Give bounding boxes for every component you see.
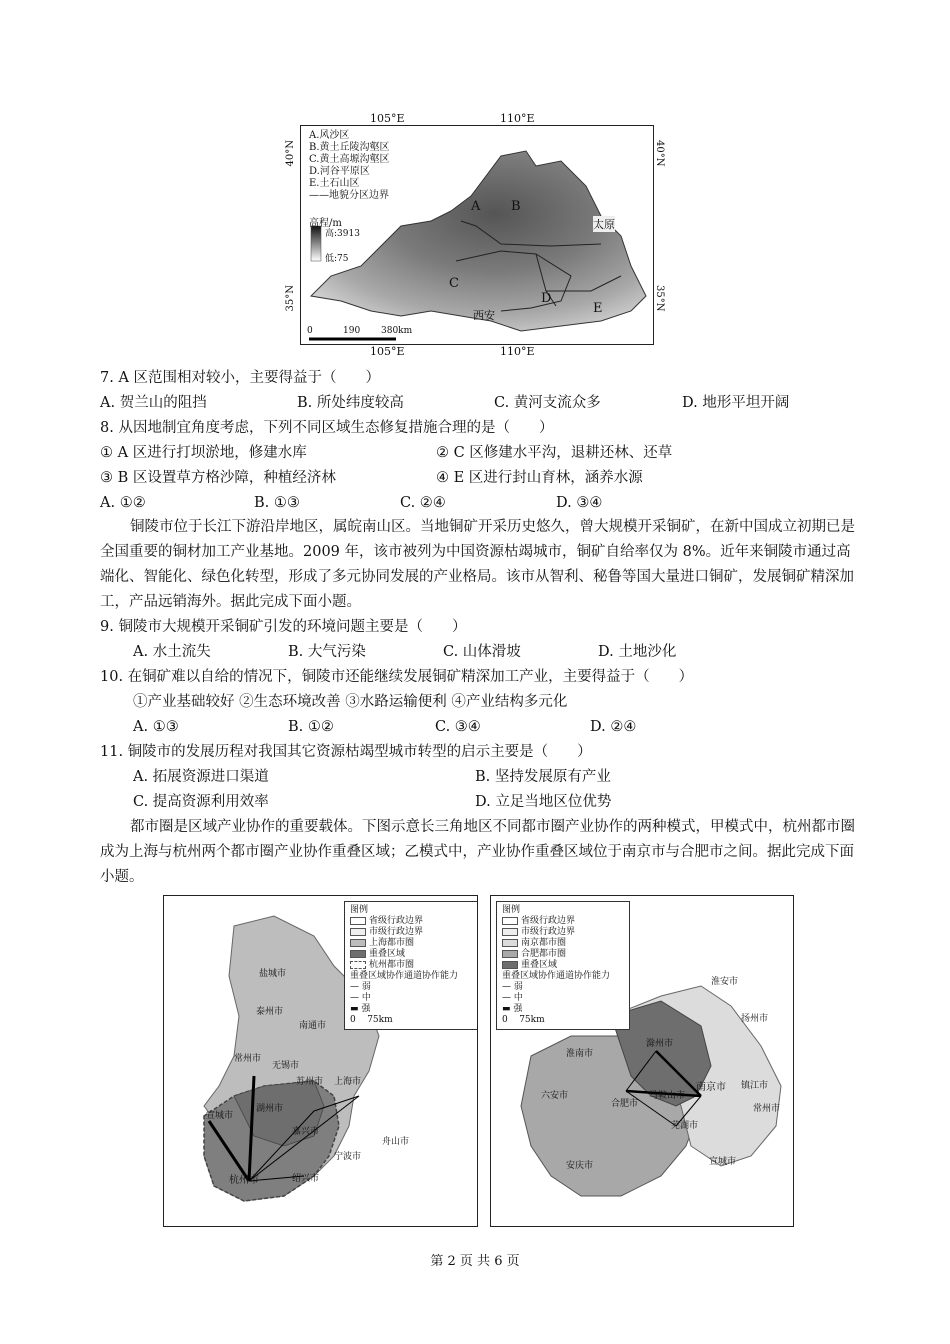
- q9-option-c: C. 山体滑坡: [443, 644, 521, 660]
- region-label-e: E: [593, 301, 603, 316]
- scale-0: 0: [307, 326, 313, 336]
- q11-option-b: B. 坚持发展原有产业: [475, 769, 611, 785]
- city-huzhou: 湖州市: [256, 1104, 284, 1114]
- q11-option-c: C. 提高资源利用效率: [133, 794, 269, 810]
- q9-option-d: D. 土地沙化: [598, 644, 677, 660]
- city-changzhou: 常州市: [234, 1054, 262, 1064]
- q7-stem: 7. A 区范围相对较小，主要得益于（ ）: [100, 370, 381, 386]
- city-xuancheng-2: 宣城市: [709, 1157, 737, 1167]
- loess-map-legend: A.风沙区 B.黄土丘陵沟壑区 C.黄土高塬沟壑区 D.河谷平原区 E.土石山区 ——地貌分区边界: [309, 130, 390, 201]
- q10-option-c: C. ③④: [435, 719, 481, 735]
- lon-top-left: 105°E: [370, 112, 405, 125]
- city-zhenjiang: 镇江市: [741, 1081, 769, 1091]
- q8-option-b: B. ①③: [254, 495, 300, 511]
- q8-stem: 8. 从因地制宜角度考虑，下列不同区域生态修复措施合理的是（ ）: [100, 420, 554, 436]
- passage-tongling: 铜陵市位于长江下游沿岸地区，属皖南山区。当地铜矿开采历史悠久，曾大规模开采铜矿，在新中国成立初期已是全国重要的铜材加工产业基地。2009 年，该市被列为中国资源枯竭城市，铜矿自给率仅为 8%。近年来铜陵市通过高端化、智能化、绿色化转型，形成了多元协同发展的产业格局。该市从智利、秘鲁等国大量进口铜矿，发展铜矿精深加工，产品远销海外。据此完成下面小题。: [100, 519, 855, 610]
- q7-option-a: A. 贺兰山的阻挡: [100, 395, 207, 411]
- elevation-low-label: 低:75: [325, 254, 349, 264]
- lon-bottom-left: 105°E: [370, 345, 405, 358]
- page-footer: 第 2 页 共 6 页: [430, 1254, 520, 1269]
- q10-option-b: B. ①②: [288, 719, 334, 735]
- q8-option-a: A. ①②: [100, 495, 146, 511]
- nanjing-hefei-map: [490, 895, 794, 1227]
- lat-lower-left: 35°N: [285, 285, 296, 312]
- lon-bottom-right: 110°E: [500, 345, 535, 358]
- city-zhoushan: 舟山市: [382, 1137, 410, 1147]
- city-changzhou-2: 常州市: [753, 1104, 781, 1114]
- scale-190: 190: [343, 326, 361, 336]
- city-wuxi: 无锡市: [272, 1061, 300, 1071]
- city-hangzhou: 杭州市: [229, 1175, 259, 1186]
- q7-option-b: B. 所处纬度较高: [297, 395, 404, 411]
- city-anqing: 安庆市: [566, 1161, 594, 1171]
- q8-item-2: ② C 区修建水平沟，退耕还林、还草: [436, 445, 673, 461]
- q11-option-d: D. 立足当地区位优势: [475, 794, 612, 810]
- city-ningbo: 宁波市: [334, 1152, 362, 1162]
- city-shaoxing: 绍兴市: [292, 1174, 320, 1184]
- elevation-high-label: 高:3913: [325, 229, 360, 239]
- q9-option-a: A. 水土流失: [133, 644, 211, 660]
- city-hefei: 合肥市: [611, 1099, 639, 1109]
- q8-item-4: ④ E 区进行封山育林，涵养水源: [436, 470, 643, 486]
- city-shanghai: 上海市: [334, 1077, 362, 1087]
- scale-380: 380km: [381, 326, 413, 336]
- city-chuzhou: 滁州市: [646, 1039, 674, 1049]
- city-maanshan: 马鞍山市: [649, 1091, 686, 1101]
- loess-elevation-map: [300, 125, 654, 345]
- city-suzhou: 苏州市: [296, 1077, 324, 1087]
- region-label-d: D: [541, 291, 552, 306]
- passage-metropolitan: 都市圈是区域产业协作的重要载体。下图示意长三角地区不同都市圈产业协作的两种模式，甲模式中，杭州都市圈成为上海与杭州两个都市圈产业协作重叠区域；乙模式中，产业协作重叠区域位于南京市与合肥市之间。据此完成下面小题。: [100, 819, 855, 885]
- sh-hz-legend: 图例 省级行政边界 市级行政边界 上海都市圈 重叠区域 杭州都市圈 重叠区域协作通道协作能力 — 弱 — 中 ▬ 强 0 75km: [344, 901, 478, 1030]
- shanghai-hangzhou-map: [163, 895, 478, 1227]
- q9-option-b: B. 大气污染: [288, 644, 366, 660]
- city-jiaxing: 嘉兴市: [292, 1127, 320, 1137]
- lat-upper-left: 40°N: [285, 140, 296, 167]
- city-label-taiyuan: 太原: [593, 218, 615, 231]
- lat-lower-right: 35°N: [654, 285, 665, 312]
- city-huainan: 淮南市: [566, 1049, 594, 1059]
- city-yancheng: 盐城市: [259, 969, 287, 979]
- city-wuhu: 芜湖市: [671, 1121, 699, 1131]
- q7-option-c: C. 黄河支流众多: [494, 395, 601, 411]
- q10-option-d: D. ②④: [590, 719, 637, 735]
- q8-option-d: D. ③④: [556, 495, 603, 511]
- lon-top-right: 110°E: [500, 112, 535, 125]
- q10-option-a: A. ①③: [133, 719, 179, 735]
- q8-option-c: C. ②④: [400, 495, 446, 511]
- q8-item-1: ① A 区进行打坝淤地，修建水库: [100, 445, 307, 461]
- q7-option-d: D. 地形平坦开阔: [682, 395, 790, 411]
- elevation-title: 高程/m: [309, 218, 342, 229]
- city-nantong: 南通市: [299, 1021, 327, 1031]
- region-label-c: C: [449, 276, 459, 291]
- q11-option-a: A. 拓展资源进口渠道: [133, 769, 269, 785]
- q9-stem: 9. 铜陵市大规模开采铜矿引发的环境问题主要是（ ）: [100, 619, 467, 635]
- region-label-b: B: [511, 199, 521, 214]
- city-yangzhou: 扬州市: [741, 1014, 769, 1024]
- city-taizhou: 泰州市: [256, 1007, 284, 1017]
- q8-item-3: ③ B 区设置草方格沙障，种植经济林: [100, 470, 336, 486]
- city-xuancheng: 宣城市: [206, 1111, 234, 1121]
- q10-items: ①产业基础较好 ②生态环境改善 ③水路运输便利 ④产业结构多元化: [133, 694, 568, 710]
- city-luan: 六安市: [541, 1091, 569, 1101]
- lat-upper-right: 40°N: [654, 140, 665, 167]
- city-huaian: 淮安市: [711, 977, 739, 987]
- q10-stem: 10. 在铜矿难以自给的情况下，铜陵市还能继续发展铜矿精深加工产业，主要得益于（ ）: [100, 669, 694, 685]
- city-label-xian: 西安: [473, 309, 495, 322]
- city-nanjing: 南京市: [696, 1082, 726, 1093]
- nj-hf-legend: 图例 省级行政边界 市级行政边界 南京都市圈 合肥都市圈 重叠区域 重叠区域协作通道协作能力 — 弱 — 中 ▬ 强 0 75km: [496, 901, 630, 1030]
- q11-stem: 11. 铜陵市的发展历程对我国其它资源枯竭型城市转型的启示主要是（ ）: [100, 744, 592, 760]
- elevation-colorbar: [311, 226, 321, 261]
- region-label-a: A: [471, 199, 481, 214]
